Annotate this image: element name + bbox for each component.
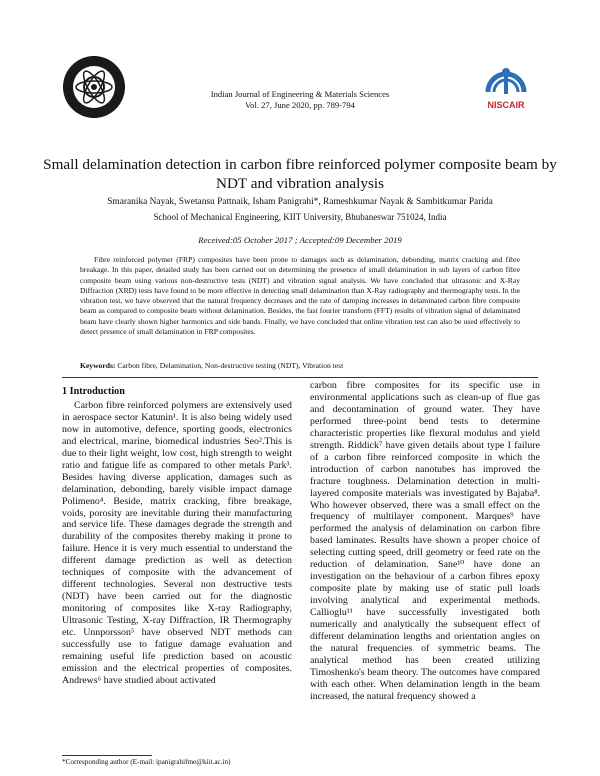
divider (62, 377, 538, 378)
left-column-text: Carbon fibre reinforced polymers are extensively used in aerospace sector Katunin¹. It is also being widely used now in automotive, defence, sporting goods, electronics and electrical, marine, biomedical industries Seo².This is due to their light weight, low cost, high strength to weight ratio and fatigue life as compared to other metals Park³. Besides having diverse application, damages such as delamination, debonding, barely visible impact damage Polimeno⁴. Beside, matrix cracking, fibre breakage, voids, porosity are inevitable during their manufacturing and service life. These damages degrade the strength and durability of the composites thereby making it prone to failure. Hence it is very much essential to understand the different damage prediction as well as detection techniques of composite with the advancement of different technologies. Several non destructive tests (NDT) have been carried out for the diagnostic monitoring of composites like X-ray Radiography, Ultrasonic Testing, X-ray Diffraction, IR Thermography etc. Unnporsson⁵ have observed NDT methods can successfully use to fatigue damage evaluation and remaining useful life prediction based on acoustic emission and the electrical properties of composites. Andrews⁶ have studied about activated (62, 399, 292, 686)
niscair-label: NISCAIR (487, 100, 525, 110)
right-column-text: carbon fibre composites for its specific use in environmental applications such as clean-up of flue gas and decontamination of ground water. They have performed three-point bend tests to determine characteristic properties like flexural modulus and yield strength. Riddick⁷ have given details about type I failure of a carbon fibre reinforced composite in which the introduction of carbon nanotubes has improved the fracture toughness. Delamination detection in multi-layered composite materials was investigated by Bajaba⁸. Who however observed, there was a small effect on the frequency of multilayer component. Marques⁹ have performed the analysis of delamination on carbon fibre based laminates. Results have shown a proper choice of selecting cutting speed, drill geometry or feed rate on the reduction of delamination. Sane¹⁰ have done an investigation on the behaviour of a carbon fibres epoxy composite plate by making use of static pull loads involving analytical and experimental methods. Callioglu¹¹ have successfully investigated both numerically and analytically the subsequent effect of different delamination lengths and orientation angles on the natural frequencies of symmetric beams. The analytical method has been created utilizing Timoshenko's beam theory. The outcomes have compared with each other. When delamination length in the beam increased, the natural frequency showed a (310, 380, 540, 702)
journal-header (0, 89, 600, 111)
journal-name: Indian Journal of Engineering & Materials Sciences (210, 89, 390, 99)
keywords-list: Carbon fibre, Delamination, Non-destructive testing (NDT), Vibration test (117, 361, 344, 370)
keywords-label: Keywords: (80, 361, 116, 370)
keywords (80, 361, 520, 370)
paper-title: Small delamination detection in carbon fibre reinforced polymer composite beam by NDT and vibration analysis (43, 156, 557, 192)
affiliation: School of Mechanical Engineering, KIIT University, Bhubaneswar 751024, India (153, 212, 447, 222)
authors: Smaranika Nayak, Swetansu Pattnaik, Isham Panigrahi*, Rameshkumar Nayak & Sambitkumar Parida (107, 197, 493, 207)
abstract: Fibre reinforced polymer (FRP) composites have been prone to damages such as delamination, debonding, matrix cracking and fibre breakage. In this paper, detailed study has been carried out on determining the presence of small delamination in sub layers of carbon fibre composite beam using various non-destructive tests (NDT) and vibration signal analysis. We have concluded that ultrasonic and X-Ray Diffraction (XRD) tests have found to be more effective in detecting small delamination than X-Ray radiography and thermography tests. In the vibration test, we have observed that the natural frequency decreases and the rate of damping increases in delaminated carbon fibre composite beam as compared to composite beam without delamination. Besides, the fast fourier transform (FFT) results of vibration signal of delaminated beam have clearly shown higher harmonics and side bands. Finally, we have concluded that online vibration test can also be used effectively to detect presence of small delamination in FRP composites. (80, 255, 520, 337)
left-column (62, 386, 292, 687)
right-column (310, 380, 540, 703)
section-heading: 1 Introduction (62, 386, 125, 397)
footnote: *Corresponding author (E-mail: ipanigrahifme@kiit.ac.in) (62, 758, 231, 766)
received-accepted-dates: Received:05 October 2017 ; Accepted:09 December 2019 (198, 235, 402, 245)
journal-volume: Vol. 27, June 2020, pp. 789-794 (245, 100, 355, 110)
footnote-divider (62, 755, 152, 756)
